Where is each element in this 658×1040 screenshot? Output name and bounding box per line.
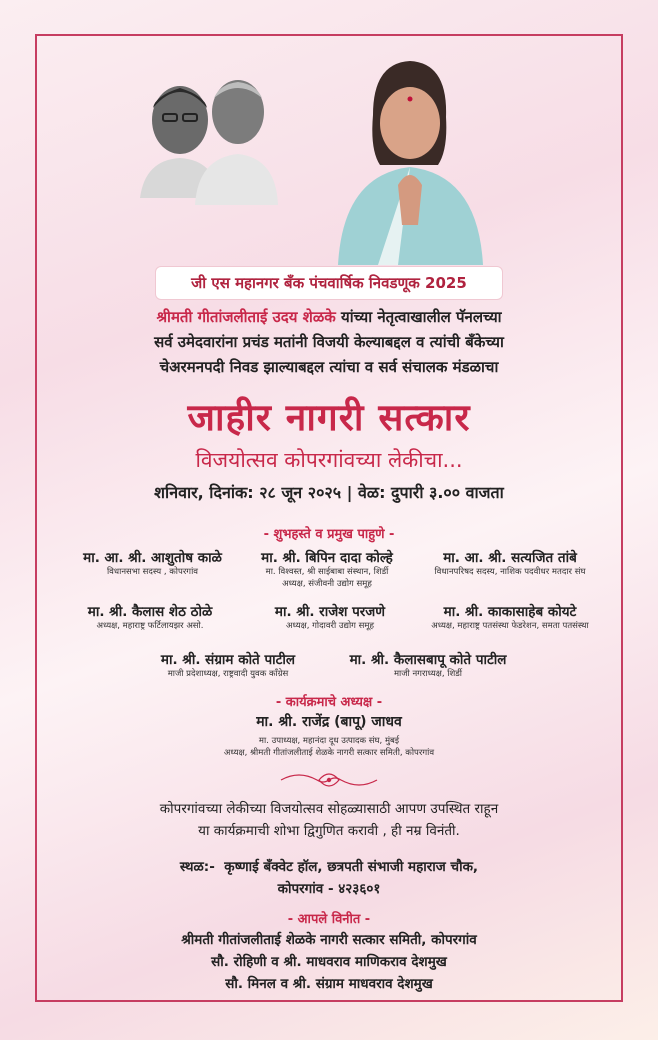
guest-card bbox=[128, 650, 328, 680]
venue-block bbox=[0, 856, 658, 900]
event-date-time: शनिवार, दिनांक: २८ जून २०२५ | वेळ: दुपारी ३.०० वाजता bbox=[154, 483, 504, 502]
header-photos bbox=[0, 0, 658, 270]
hosts-line3: सौ. मिनल व श्री. संग्राम माधवराव देशमुख bbox=[225, 976, 433, 992]
divider-ornament-icon bbox=[279, 768, 379, 792]
guest-name: मा. श्री. संग्राम कोते पाटील bbox=[160, 652, 296, 668]
guest-description: अध्यक्ष, गोदावरी उद्योग समूह bbox=[286, 621, 374, 631]
hosts-block bbox=[0, 929, 658, 995]
guest-name: मा. आ. श्री. आशुतोष काळे bbox=[83, 550, 222, 566]
guest-name: मा. श्री. बिपिन दादा कोल्हे bbox=[261, 550, 393, 566]
guest-description: माजी नगराध्यक्ष, शिर्डी bbox=[393, 669, 463, 679]
election-ribbon bbox=[155, 266, 503, 300]
guest-description-2: अध्यक्ष, संजीवनी उद्योग समूह bbox=[282, 579, 372, 589]
guest-name: मा. श्री. कैलासबापू कोते पाटील bbox=[349, 652, 507, 668]
venue-line2: कोपरगांव - ४२३६०१ bbox=[277, 881, 381, 897]
event-title: जाहीर नागरी सत्कार bbox=[187, 396, 471, 439]
venue-line1: कृष्णाई बँक्वेट हॉल, छत्रपती संभाजी महाराज चौक, bbox=[224, 859, 479, 875]
guest-card bbox=[405, 548, 615, 578]
hosts-heading: - आपले विनीत - bbox=[287, 912, 371, 927]
honoree-name: श्रीमती गीतांजलीताई उदय शेळके bbox=[156, 308, 336, 326]
hosts-line2: सौ. रोहिणी व श्री. माधवराव माणिकराव देशमुख bbox=[211, 954, 447, 970]
hosts-line1: श्रीमती गीतांजलीताई शेळके नागरी सत्कार समिती, कोपरगांव bbox=[181, 932, 477, 948]
portrait-left-elder-man bbox=[190, 70, 280, 205]
guest-description: मा. विश्वस्त, श्री साईबाबा संस्थान, शिर्डी bbox=[265, 567, 389, 577]
guest-description: विधानपरिषद सदस्य, नाशिक पदवीधर मतदार संघ bbox=[434, 567, 586, 577]
guest-name: मा. श्री. कैलास शेठ ठोळे bbox=[87, 604, 213, 620]
portrait-woman-namaste bbox=[318, 55, 488, 265]
guest-description: विधानसभा सदस्य , कोपरगांव bbox=[106, 567, 199, 577]
intro-text bbox=[0, 305, 658, 380]
intro-line1: यांच्या नेतृत्वाखालील पॅनलच्या bbox=[335, 308, 502, 326]
intro-line3: निवड झाल्याबद्दल त्यांचा व सर्व संचालक मंडळाचा bbox=[224, 358, 499, 376]
venue-label: स्थळ:- bbox=[179, 859, 215, 875]
guest-description: अध्यक्ष, महाराष्ट्र पतसंस्था फेडरेशन, समता पतसंस्था bbox=[431, 621, 589, 631]
guest-card bbox=[400, 602, 620, 632]
president-name: मा. श्री. राजेंद्र (बापू) जाधव bbox=[256, 714, 402, 730]
guest-name: मा. आ. श्री. सत्यजित तांबे bbox=[443, 550, 577, 566]
invitation-text bbox=[0, 798, 658, 842]
president-description: मा. उपाध्यक्ष, महानंदा दूध उत्पादक संघ, मुंबई bbox=[258, 736, 400, 746]
invitation-line2: या कार्यक्रमाची शोभा द्विगुणित करावी , ही नम्र विनंती. bbox=[198, 823, 460, 839]
guest-name: मा. श्री. राजेश परजणे bbox=[274, 604, 386, 620]
guest-card bbox=[55, 602, 245, 632]
guest-card bbox=[65, 548, 240, 578]
guest-description: अध्यक्ष, महाराष्ट्र फर्टिलायझर असो. bbox=[96, 621, 204, 631]
invitation-line1: कोपरगांवच्या लेकीच्या विजयोत्सव सोहळ्यासाठी आपण उपस्थित राहून bbox=[159, 801, 499, 817]
intro-line3-bold: चेअरमनपदी bbox=[159, 358, 225, 376]
guest-card bbox=[232, 548, 422, 590]
guests-heading: - शुभहस्ते व प्रमुख पाहुणे - bbox=[263, 527, 395, 542]
guest-card bbox=[245, 602, 415, 632]
ribbon-text: जी एस महानगर बँक पंचवार्षिक निवडणूक 2025 bbox=[191, 274, 467, 292]
guest-card bbox=[318, 650, 538, 680]
intro-line2: सर्व उमेदवारांना प्रचंड मतांनी विजयी केल्याबद्दल व त्यांची बँकेच्या bbox=[154, 333, 504, 351]
president-block bbox=[0, 712, 658, 759]
president-description-2: अध्यक्ष, श्रीमती गीतांजलीताई शेळके नागरी सत्कार समिती, कोपरगांव bbox=[223, 748, 435, 758]
guest-name: मा. श्री. काकासाहेब कोयटे bbox=[443, 604, 577, 620]
event-subtitle: विजयोत्सव कोपरगांवच्या लेकीचा... bbox=[195, 448, 463, 472]
guest-description: माजी प्रदेशाध्यक्ष, राष्ट्रवादी युवक कॉंग्रेस bbox=[167, 669, 289, 679]
president-heading: - कार्यक्रमाचे अध्यक्ष - bbox=[275, 695, 383, 710]
